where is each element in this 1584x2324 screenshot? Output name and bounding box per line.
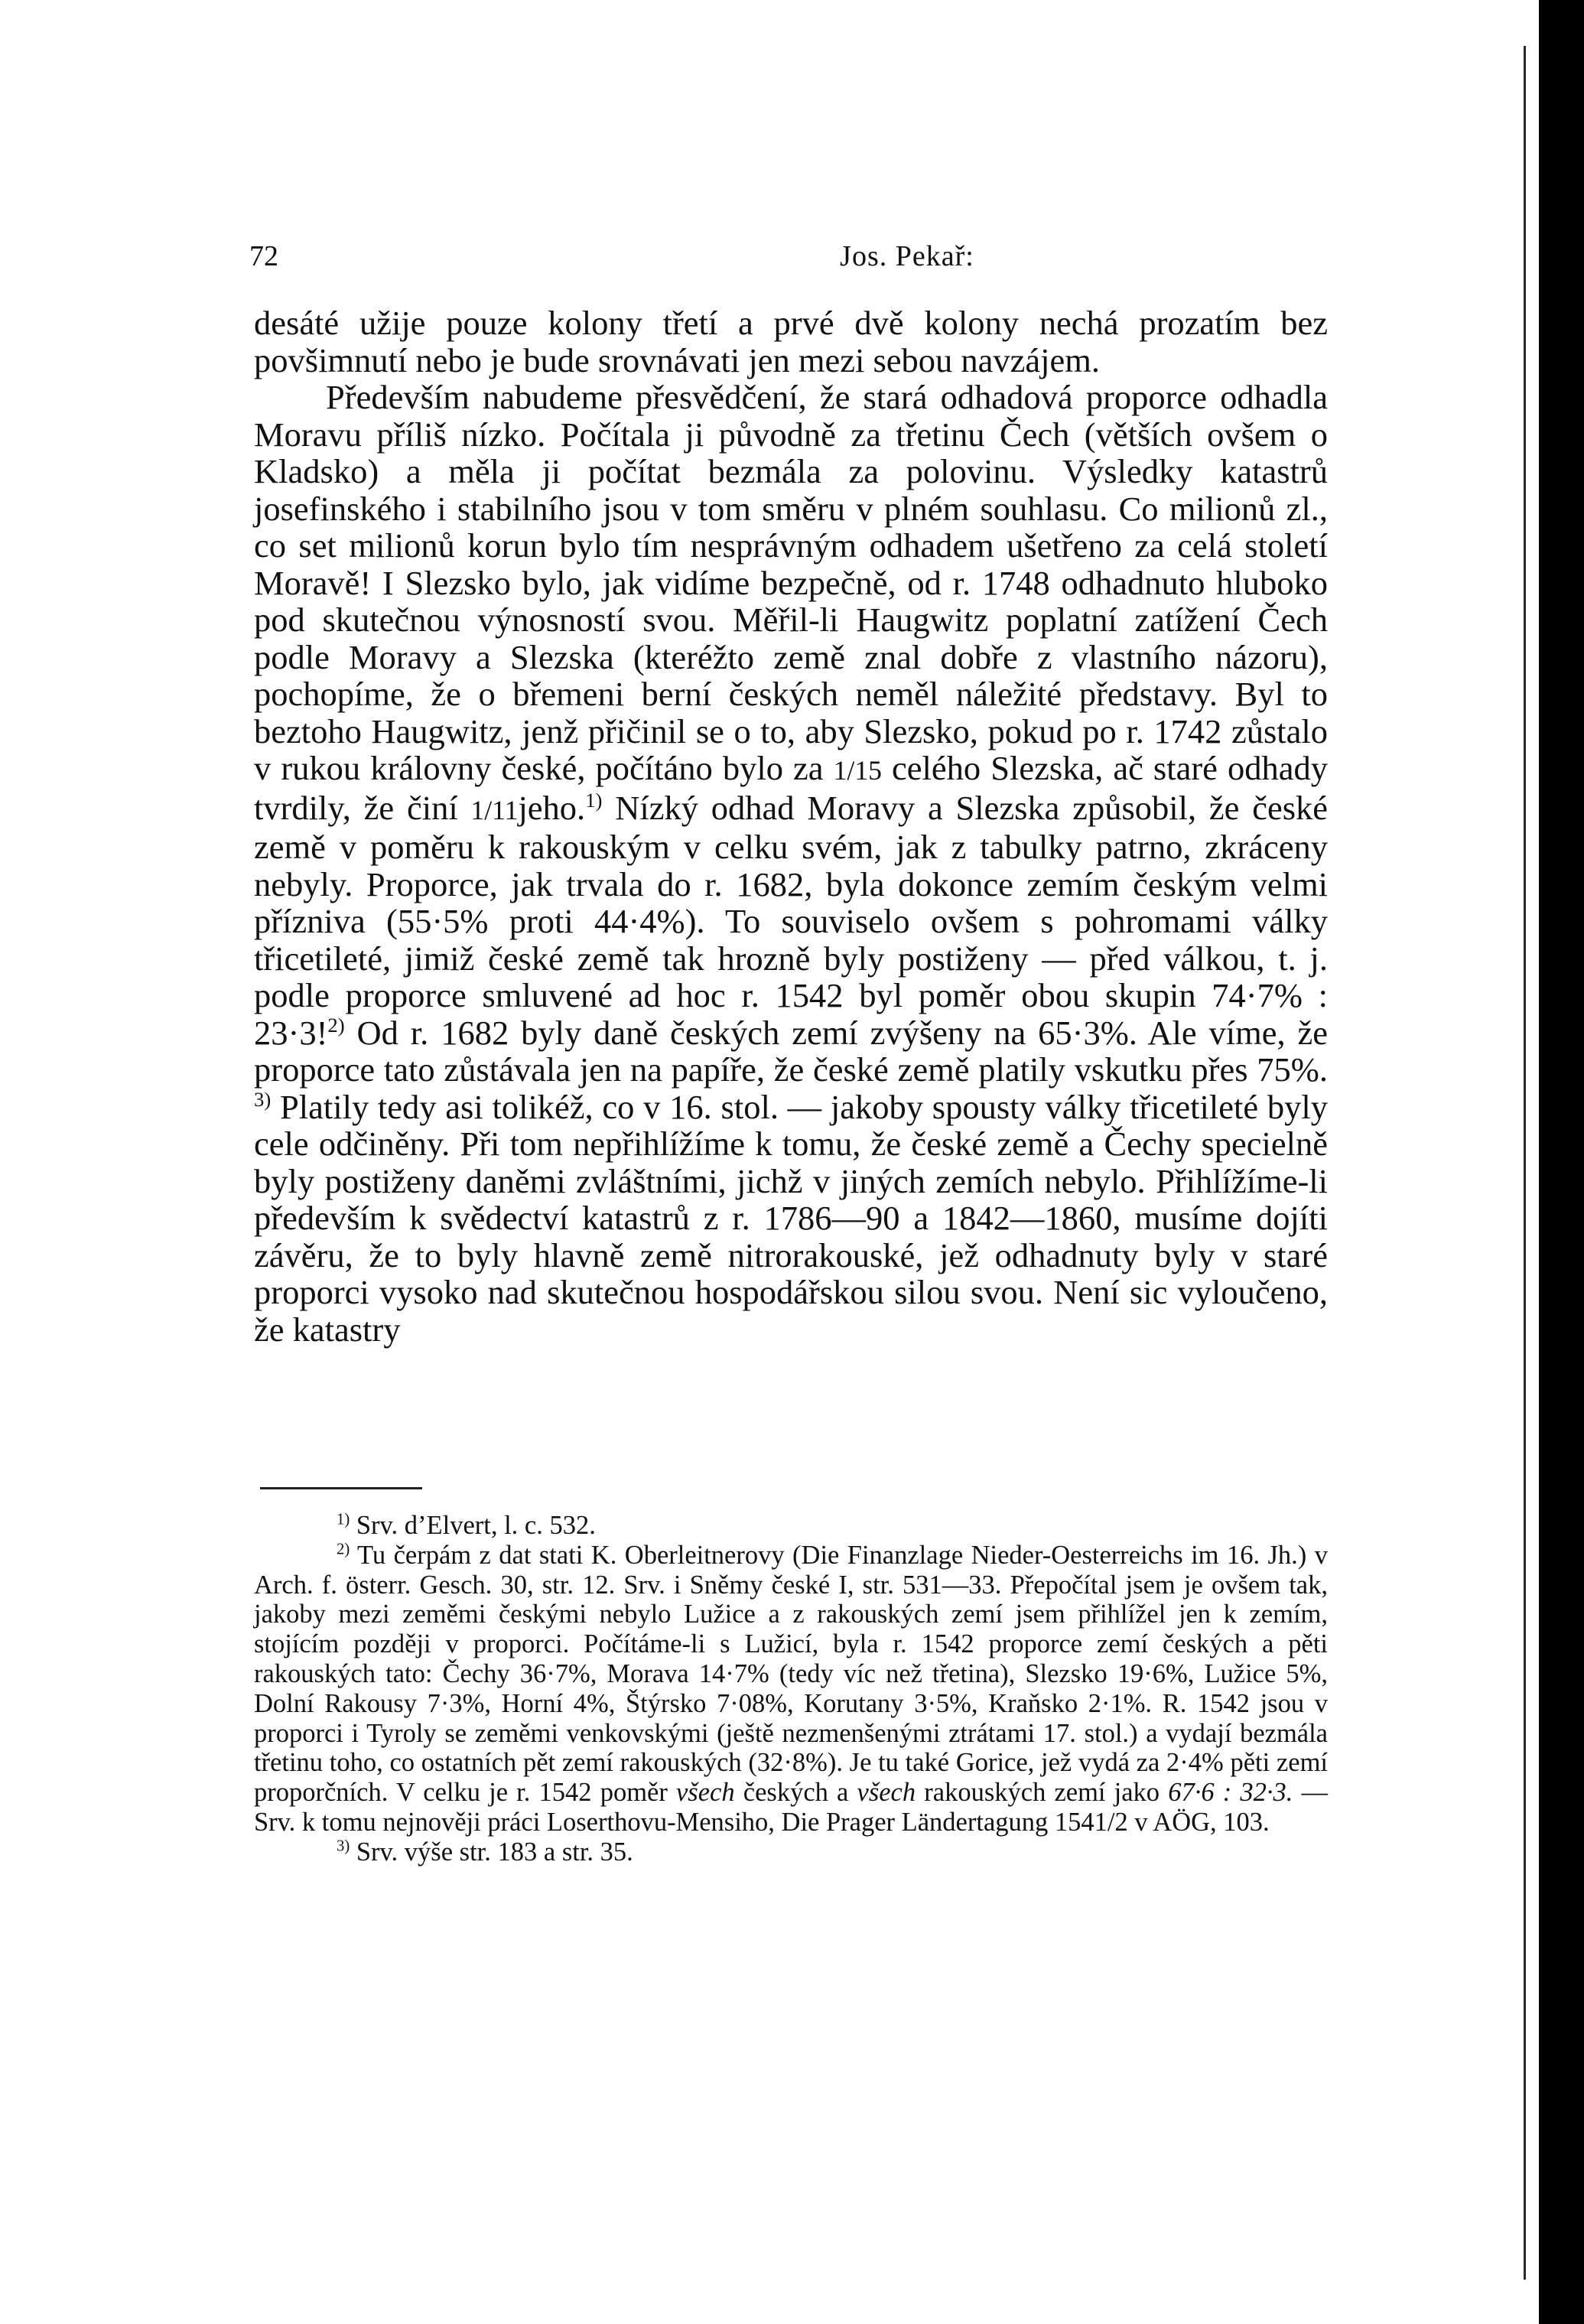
footnote-text: rakouských zemí jako [924,1778,1160,1808]
fraction: 1/15 [833,755,882,786]
footnote-text: českých a [743,1778,849,1808]
footnote-mark: 1) [337,1511,350,1528]
footnote-italic: 67·6 : 32·3. [1168,1778,1293,1808]
body-text-run: Především nabudeme přesvědčení, že stará odhadová proporce odhadla Moravu příliš nízko. Počítala ji původně za třetinu Čech (větších ovšem o Kladsko) a měla ji počítat bezmála za polovinu. Výsledky katastrů josefinského i stabilního jsou v tom směru v plném souhlasu. Co milionů zl., co set milionů korun bylo tím nesprávným odhadem ušetřeno za celá století Moravě! I Slezsko bylo, jak vidíme bezpečně, od r. 1748 odhadnuto hluboko pod skutečnou výnosností svou. Měřil-li Haugwitz poplatní zatížení Čech podle Moravy a Slezska (kteréžto země znal dobře z vlastního názoru), pochopíme, že o břemeni berní českých neměl náležité představy. Byl to beztoho Haugwitz, jenž přičinil se o to, aby Slezsko, pokud po r. 1742 zůstalo v rukou královny české, počítáno bylo za [254,378,1328,787]
footnote-italic: všech [675,1778,735,1808]
running-title: Jos. Pekař: [840,240,974,272]
footnote-separator [260,1487,422,1489]
footnote-3 [254,1837,1328,1867]
footnote-text: Srv. výše str. 183 a str. 35. [356,1837,633,1867]
page-edge-line [1524,46,1526,2280]
footnote-ref[interactable]: 1) [585,788,603,812]
footnote-1 [254,1511,1328,1541]
footnote-text: Srv. d’Elvert, l. c. 532. [356,1511,596,1540]
footnote-text: — Srv. k tomu nejnověji práci Loserthovu-Mensiho, Die Prager Ländertagung 1541/2 v AÖG, 103. [254,1778,1329,1837]
body-text-run: celého Slezska, ač staré odhady tvrdily, že činí [254,749,1329,827]
footnotes [254,1511,1328,1867]
body-text-run: Od r. 1682 byly daně českých zemí zvýšeny na 65·3%. Ale víme, že proporce tato zůstávala jen na papíře, že české země platily vskutku přes 75%. [254,1013,1329,1089]
footnote-mark: 2) [337,1541,350,1558]
fraction: 1/11 [470,794,519,825]
footnote-2 [254,1541,1328,1837]
body-text-run: Platily tedy asi tolikéž, co v 16. stol. — jakoby spousty války třicetileté byly cele odčiněny. Při tom nepřihlížíme k tomu, že české země a Čechy specielně byly postiženy daněmi zvláštními, jichž v jiných zemích nebylo. Přihlížíme-li především k svědectví katastrů z r. 1786—90 a 1842—1860, musíme dojíti závěru, že to byly hlavně země nitrorakouské, jež odhadnuty byly v staré proporci vysoko nad skutečnou hospodářskou silou svou. Není sic vyloučeno, že katastry [254,1087,1328,1349]
body-paragraph [254,379,1328,1348]
footnote-text: Tu čerpám z dat stati K. Oberleitnerovy (Die Finanzlage Nieder-Oesterreichs im 16. Jh.) v Arch. f. österr. Gesch. 30, str. 12. Srv. i Sněmy české I, str. 531—33. Přepočítal jsem je ovšem tak, jakoby mezi zeměmi českými nebylo Lužice a z rakouských zemí jsem přihlížel jen k zemím, stojícím později v proporci. Počítáme-li s Lužicí, byla r. 1542 proporce zemí českých a pěti rakouských tato: Čechy 36·7%, Morava 14·7% (tedy víc než třetina), Slezsko 19·6%, Lužice 5%, Dolní Rakousy 7·3%, Horní 4%, Štýrsko 7·08%, Korutany 3·5%, Kraňsko 2·1%. R. 1542 jsou v proporci i Tyroly se zeměmi venkovskými (ještě nezmenšenými ztrátami 17. stol.) a vydají bezmála třetinu toho, co ostatních pět zemí rakouských (32·8%). Je tu také Gorice, jež vydá za 2·4% pěti zemí proporčních. V celku je r. 1542 poměr [254,1540,1328,1808]
main-text [254,304,1328,1348]
footnote-ref[interactable]: 2) [327,1013,345,1037]
body-text-run: jeho. [518,788,586,827]
footnote-italic: všech [857,1778,916,1808]
footnote-mark: 3) [337,1837,350,1855]
running-header [249,233,1473,279]
footnote-ref[interactable]: 3) [254,1087,272,1111]
body-text-run: Nízký odhad Moravy a Slezska způsobil, že české země v poměru k rakouským v celku svém, jak z tabulky patrno, zkráceny nebyly. Proporce, jak trvala do r. 1682, byla dokonce zemím českým velmi přízniva (55·5% proti 44·4%). To souviselo ovšem s pohromami války třicetileté, jimiž české země tak hrozně byly postiženy — před válkou, t. j. podle proporce smluvené ad hoc r. 1542 byl poměr obou skupin 74·7% : 23·3! [254,788,1329,1052]
page-number: 72 [249,240,278,272]
body-paragraph: desáté užije pouze kolony třetí a prvé dvě kolony nechá prozatím bez povšimnutí nebo je bude srovnávati jen mezi sebou navzájem. [254,304,1328,379]
